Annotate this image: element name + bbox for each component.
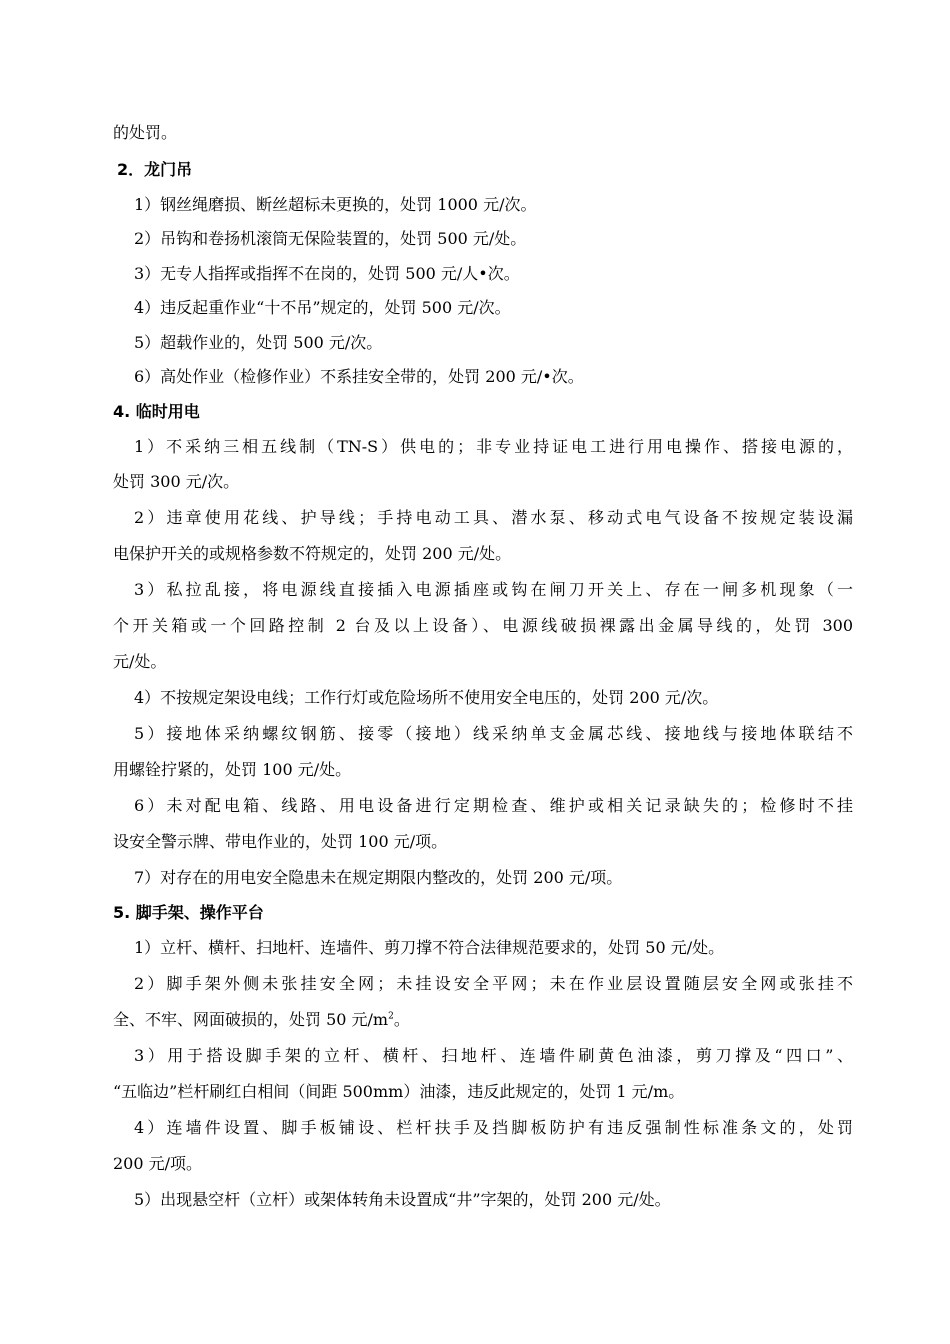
list-item: 3）无专人指挥或指挥不在岗的，处罚 500 元/人•次。 [134,264,520,283]
section-heading-temporary-power: 4. 临时用电 [113,402,200,421]
text-span: 。 [393,1010,410,1029]
list-item: 4）违反起重作业“十不吊”规定的，处罚 500 元/次。 [134,298,511,317]
list-item: 2）吊钩和卷扬机滚筒无保险装置的，处罚 500 元/处。 [134,229,527,248]
list-item-continuation: 处罚 300 元/次。 [113,472,240,491]
list-item: 5）接地体采纳螺纹钢筋、接零（接地）线采纳单支金属芯线、接地线与接地体联结不 [134,724,853,743]
list-item: 4）连墙件设置、脚手板铺设、栏杆扶手及挡脚板防护有违反强制性标准条文的，处罚 [134,1118,853,1137]
list-item: 7）对存在的用电安全隐患未在规定期限内整改的，处罚 200 元/项。 [134,868,623,887]
list-item: 1）钢丝绳磨损、断丝超标未更换的，处罚 1000 元/次。 [134,195,537,214]
list-item-continuation [113,1010,853,1030]
list-item: 3）用于搭设脚手架的立杆、横杆、扫地杆、连墙件刷黄色油漆，剪刀撑及“四口”、 [134,1046,853,1065]
superscript: 2 [388,1011,394,1022]
list-item-continuation: “五临边”栏杆刷红白相间（间距 500mm）油漆，违反此规定的，处罚 1 元/m。 [113,1082,685,1101]
text-span: 全、不牢、网面破损的，处罚 50 元/m [113,1010,389,1029]
list-item-continuation: 用螺铨拧紧的，处罚 100 元/处。 [113,760,352,779]
list-item-continuation: 设安全警示牌、带电作业的，处罚 100 元/项。 [113,832,448,851]
list-item: 2）违章使用花线、护导线；手持电动工具、潜水泵、移动式电气设备不按规定装设漏 [134,508,853,527]
list-item: 1）立杆、横杆、扫地杆、连墙件、剪刀撑不符合法律规范要求的，处罚 50 元/处。 [134,938,725,957]
list-item-continuation: 元/处。 [113,652,167,671]
list-item-continuation: 个开关箱或一个回路控制 2 台及以上设备）、电源线破损裸露出金属导线的，处罚 300 [113,616,853,635]
list-item: 6）高处作业（检修作业）不系挂安全带的，处罚 200 元/•次。 [134,367,584,386]
list-item-continuation: 电保护开关的或规格参数不符规定的，处罚 200 元/处。 [113,544,512,563]
text-line: 的处罚。 [113,123,178,142]
list-item: 4）不按规定架设电线；工作行灯或危险场所不使用安全电压的，处罚 200 元/次。 [134,688,719,707]
list-item-continuation: 200 元/项。 [113,1154,203,1173]
list-item: 3）私拉乱接，将电源线直接插入电源插座或钩在闸刀开关上、存在一闸多机现象（一 [134,580,853,599]
list-item: 5）超载作业的，处罚 500 元/次。 [134,333,383,352]
list-item: 1）不采纳三相五线制（TN-S）供电的；非专业持证电工进行用电操作、搭接电源的， [134,437,853,456]
list-item: 2）脚手架外侧未张挂安全网；未挂设安全平网；未在作业层设置随层安全网或张挂不 [134,974,853,993]
list-item: 5）出现悬空杆（立杆）或架体转角未设置成“井”字架的，处罚 200 元/处。 [134,1190,671,1209]
section-heading-scaffolding: 5. 脚手架、操作平台 [113,903,264,922]
list-item: 6）未对配电箱、线路、用电设备进行定期检查、维护或相关记录缺失的；检修时不挂 [134,796,853,815]
section-heading-gantry-crane: 2．龙门吊 [117,160,193,179]
